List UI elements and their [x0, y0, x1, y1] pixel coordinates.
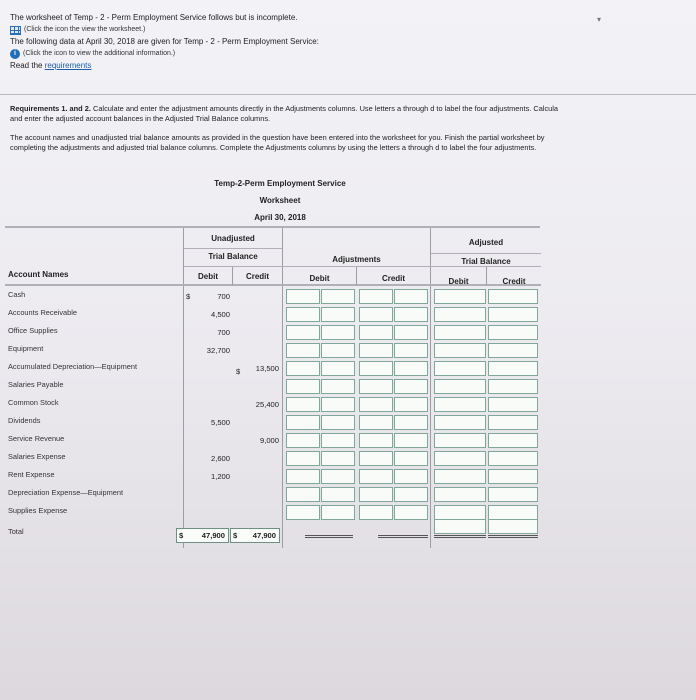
unadjusted-debit-value: 4,500 [210, 310, 230, 319]
intro-line-3: The following data at April 30, 2018 are given for Temp - 2 - Perm Employment Service: [10, 37, 319, 46]
adjtb-credit-input[interactable] [488, 361, 538, 376]
worksheet-link-line[interactable] [10, 24, 610, 36]
account-name: Salaries Expense [8, 452, 66, 461]
account-name: Depreciation Expense—Equipment [8, 488, 124, 497]
adj-credit-input[interactable] [394, 415, 428, 430]
adj-debit-label[interactable] [286, 415, 320, 430]
unadjusted-debit-value: 1,200 [210, 472, 230, 481]
adj-debit-label[interactable] [286, 505, 320, 520]
adjtb-debit-input[interactable] [434, 505, 486, 520]
adj-credit-label[interactable] [359, 379, 393, 394]
adj-debit-label[interactable] [286, 451, 320, 466]
adjtb-debit-input[interactable] [434, 451, 486, 466]
total-double-underline [305, 535, 353, 538]
adj-credit-label[interactable] [359, 451, 393, 466]
adjtb-debit-input[interactable] [434, 379, 486, 394]
account-name: Dividends [8, 416, 41, 425]
unadjusted-credit-value: 9,000 [259, 436, 279, 445]
req-text-1: Calculate and enter the adjustment amounts directly in the Adjustments columns. Use letters a through d to label the four adjustments. Calcula [90, 104, 559, 113]
adjtb-debit-header: Debit [448, 277, 469, 286]
adj-credit-input[interactable] [394, 379, 428, 394]
adj-debit-input[interactable] [321, 451, 355, 466]
adj-credit-label[interactable] [359, 289, 393, 304]
total-credit-value: 47,900 [252, 531, 276, 540]
adj-credit-label[interactable] [359, 325, 393, 340]
worksheet-link-text[interactable]: (Click the icon the view the worksheet.) [24, 26, 146, 33]
adj-debit-input[interactable] [321, 397, 355, 412]
adj-credit-input[interactable] [394, 469, 428, 484]
date-title: April 30, 2018 [254, 213, 306, 222]
unadj-debit-header: Debit [198, 272, 218, 281]
unadj-credit-header: Credit [245, 272, 270, 281]
company-title: Temp-2-Perm Employment Service [214, 179, 346, 188]
adj-debit-label[interactable] [286, 307, 320, 322]
adjtb-credit-input[interactable] [488, 451, 538, 466]
adj-credit-label[interactable] [359, 343, 393, 358]
unadjusted-header-2: Trial Balance [208, 252, 258, 261]
adj-debit-label[interactable] [286, 487, 320, 502]
adj-debit-input[interactable] [321, 307, 355, 322]
adj-credit-header: Credit [381, 274, 406, 283]
worksheet-title: Worksheet [259, 196, 301, 205]
adj-debit-label[interactable] [286, 379, 320, 394]
adj-debit-input[interactable] [321, 289, 355, 304]
adj-credit-label[interactable] [359, 361, 393, 376]
adj-debit-input[interactable] [321, 325, 355, 340]
account-name: Equipment [8, 344, 44, 353]
adjtb-debit-input[interactable] [434, 397, 486, 412]
unadjusted-debit-value: 700 [217, 328, 230, 337]
account-name: Office Supplies [8, 326, 58, 335]
requirements-link[interactable]: requirements [44, 61, 92, 70]
adj-credit-input[interactable] [394, 505, 428, 520]
unadjusted-header-1: Unadjusted [211, 234, 255, 243]
adj-credit-label[interactable] [359, 487, 393, 502]
adjtb-credit-input[interactable] [488, 379, 538, 394]
adj-credit-input[interactable] [394, 289, 428, 304]
req-heading: Requirements 1. and 2. [10, 104, 91, 113]
intro-block [10, 12, 610, 72]
chevron-down-icon[interactable]: ▾ [597, 15, 602, 24]
total-double-underline [378, 535, 428, 538]
adjtb-debit-input[interactable] [434, 469, 486, 484]
adjtb-credit-input[interactable] [488, 397, 538, 412]
adjtb-credit-header: Credit [502, 277, 526, 286]
info-icon[interactable]: i [10, 49, 20, 59]
adj-debit-label[interactable] [286, 325, 320, 340]
account-name: Accounts Receivable [8, 308, 78, 317]
adjtb-credit-input[interactable] [488, 469, 538, 484]
adj-debit-input[interactable] [321, 361, 355, 376]
adjtb-total-debit-input[interactable] [434, 519, 486, 534]
adjtb-debit-input[interactable] [434, 415, 486, 430]
adjtb-credit-input[interactable] [488, 289, 538, 304]
subheader-rule [184, 266, 541, 267]
intro-line-1: The worksheet of Temp - 2 - Perm Employment Service follows but is incomplete. [10, 13, 298, 22]
adjtb-debit-input[interactable] [434, 487, 486, 502]
total-double-underline [488, 535, 538, 538]
req-para-2b: completing the adjustments and adjusted trial balance columns. Complete the Adjustments columns by using the letters a through d to label the four adjustments. [10, 143, 537, 152]
account-name: Accumulated Depreciation—Equipment [8, 362, 137, 371]
unadjusted-debit-value: 2,600 [210, 454, 230, 463]
adj-debit-input[interactable] [321, 343, 355, 358]
total-label: Total [8, 527, 24, 536]
req-para-1a [10, 104, 696, 114]
requirements-text [10, 104, 696, 153]
adj-credit-input[interactable] [394, 325, 428, 340]
info-link-line[interactable] [10, 48, 610, 60]
adjtb-credit-input[interactable] [488, 307, 538, 322]
read-the-text: Read the [10, 61, 43, 70]
account-name: Service Revenue [8, 434, 65, 443]
accum-dollar-sign: $ [236, 367, 241, 376]
adjtb-debit-input[interactable] [434, 433, 486, 448]
unadjusted-rule [184, 248, 282, 249]
adjtb-debit-input[interactable] [434, 325, 486, 340]
adj-credit-label[interactable] [359, 307, 393, 322]
adj-debit-input[interactable] [321, 415, 355, 430]
adjtb-credit-input[interactable] [488, 325, 538, 340]
adjtb-debit-input[interactable] [434, 307, 486, 322]
adjtb-credit-input[interactable] [488, 505, 538, 520]
adj-debit-label[interactable] [286, 433, 320, 448]
adj-credit-input[interactable] [394, 397, 428, 412]
unadjusted-credit-value: 25,400 [255, 400, 279, 409]
adj-credit-input[interactable] [394, 307, 428, 322]
adj-debit-input[interactable] [321, 487, 355, 502]
col-divider-3 [430, 228, 431, 548]
adjtb-total-credit-input[interactable] [488, 519, 538, 534]
account-name: Cash [8, 290, 26, 299]
unadjusted-debit-value: 700 [217, 292, 230, 301]
adj-credit-input[interactable] [394, 487, 428, 502]
requirements-line [10, 60, 610, 72]
adj-debit-label[interactable] [286, 343, 320, 358]
adjusted-header-1: Adjusted [468, 238, 504, 247]
info-link-text[interactable]: (Click the icon to view the additional information.) [23, 50, 176, 57]
cash-dollar-sign: $ [186, 292, 191, 301]
adj-debit-input[interactable] [321, 469, 355, 484]
account-name: Common Stock [8, 398, 59, 407]
req-para-2a: The account names and unadjusted trial balance amounts as provided in the question have been entered into the worksheet for you. Finish the partial worksheet by [10, 133, 545, 142]
adjtb-credit-input[interactable] [488, 415, 538, 430]
adj-credit-label[interactable] [359, 415, 393, 430]
adj-debit-input[interactable] [321, 433, 355, 448]
req-para-1b: and enter the adjusted account balances in the Adjusted Trial Balance columns. [10, 114, 271, 123]
account-name: Supplies Expense [8, 506, 68, 515]
total-debit [176, 528, 229, 543]
account-name: Salaries Payable [8, 380, 64, 389]
adjusted-rule [431, 253, 541, 254]
adjtb-debit-input[interactable] [434, 361, 486, 376]
adj-credit-input[interactable] [394, 361, 428, 376]
adjtb-debit-input[interactable] [434, 289, 486, 304]
adjtb-credit-input[interactable] [488, 487, 538, 502]
section-divider [0, 94, 696, 95]
adjustments-header: Adjustments [332, 255, 381, 264]
adj-credit-label[interactable] [359, 397, 393, 412]
adjtb-debit-input[interactable] [434, 343, 486, 358]
total-credit-dollar: $ [233, 531, 238, 540]
adj-debit-label[interactable] [286, 289, 320, 304]
adj-debit-label[interactable] [286, 397, 320, 412]
adj-debit-label[interactable] [286, 361, 320, 376]
header-top-rule [5, 226, 540, 228]
account-name: Rent Expense [8, 470, 55, 479]
account-names-header: Account Names [8, 270, 69, 279]
worksheet-grid-icon[interactable] [10, 26, 21, 35]
adj-debit-label[interactable] [286, 469, 320, 484]
adj-debit-header: Debit [309, 274, 330, 283]
adj-credit-label[interactable] [359, 433, 393, 448]
adjtb-credit-input[interactable] [488, 343, 538, 358]
total-credit [230, 528, 280, 543]
adj-debit-input[interactable] [321, 505, 355, 520]
total-debit-dollar: $ [179, 531, 184, 540]
adjtb-credit-input[interactable] [488, 433, 538, 448]
adj-credit-input[interactable] [394, 343, 428, 358]
adj-credit-label[interactable] [359, 469, 393, 484]
adj-credit-input[interactable] [394, 433, 428, 448]
adj-debit-input[interactable] [321, 379, 355, 394]
total-debit-value: 47,900 [201, 531, 225, 540]
unadjusted-debit-value: 5,500 [210, 418, 230, 427]
adjusted-header-2: Trial Balance [461, 257, 511, 266]
unadjusted-credit-value: 13,500 [255, 364, 279, 373]
adj-credit-label[interactable] [359, 505, 393, 520]
total-double-underline [434, 535, 486, 538]
unadjusted-debit-value: 32,700 [206, 346, 230, 355]
adj-credit-input[interactable] [394, 451, 428, 466]
